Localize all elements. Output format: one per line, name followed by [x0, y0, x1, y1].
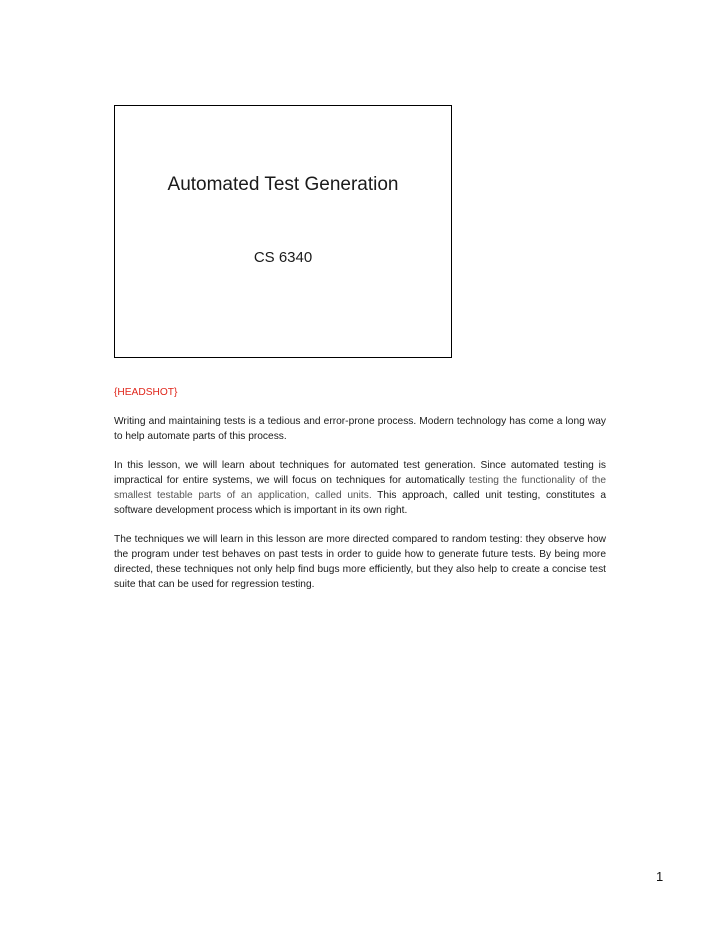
notes-paragraph-2: [114, 458, 606, 518]
notes-paragraph-3: The techniques we will learn in this lesson are more directed compared to random testing: they observe how the program under test behaves on past tests in order to guide how to generate future tests. By being more directed, these techniques not only help find bugs more efficiently, but they also help to create a concise test suite that can be used for regression testing.: [114, 534, 606, 590]
notes-paragraph-2-part-c: This approach, called unit testing, constitutes a software development process which is important in its own right.: [114, 490, 606, 516]
slide-thumbnail: [114, 105, 452, 358]
headshot-tag: {HEADSHOT}: [114, 387, 178, 398]
page-number: 1: [656, 869, 664, 884]
notes-paragraph-2-part-a: In this lesson, we will learn about techniques for automated test generation. Since automated testing is impractical for entire systems, we will focus on techniques for automatically: [114, 460, 606, 486]
slide-subtitle: CS 6340: [253, 249, 313, 266]
notes-paragraph-2-part-b: testing the functionality of the smallest testable parts of an application, called units.: [114, 475, 606, 501]
slide-title: Automated Test Generation: [167, 174, 399, 195]
notes-paragraph-1: Writing and maintaining tests is a tedious and error-prone process. Modern technology has come a long way to help automate parts of this process.: [114, 416, 606, 442]
speaker-notes: [114, 385, 606, 606]
